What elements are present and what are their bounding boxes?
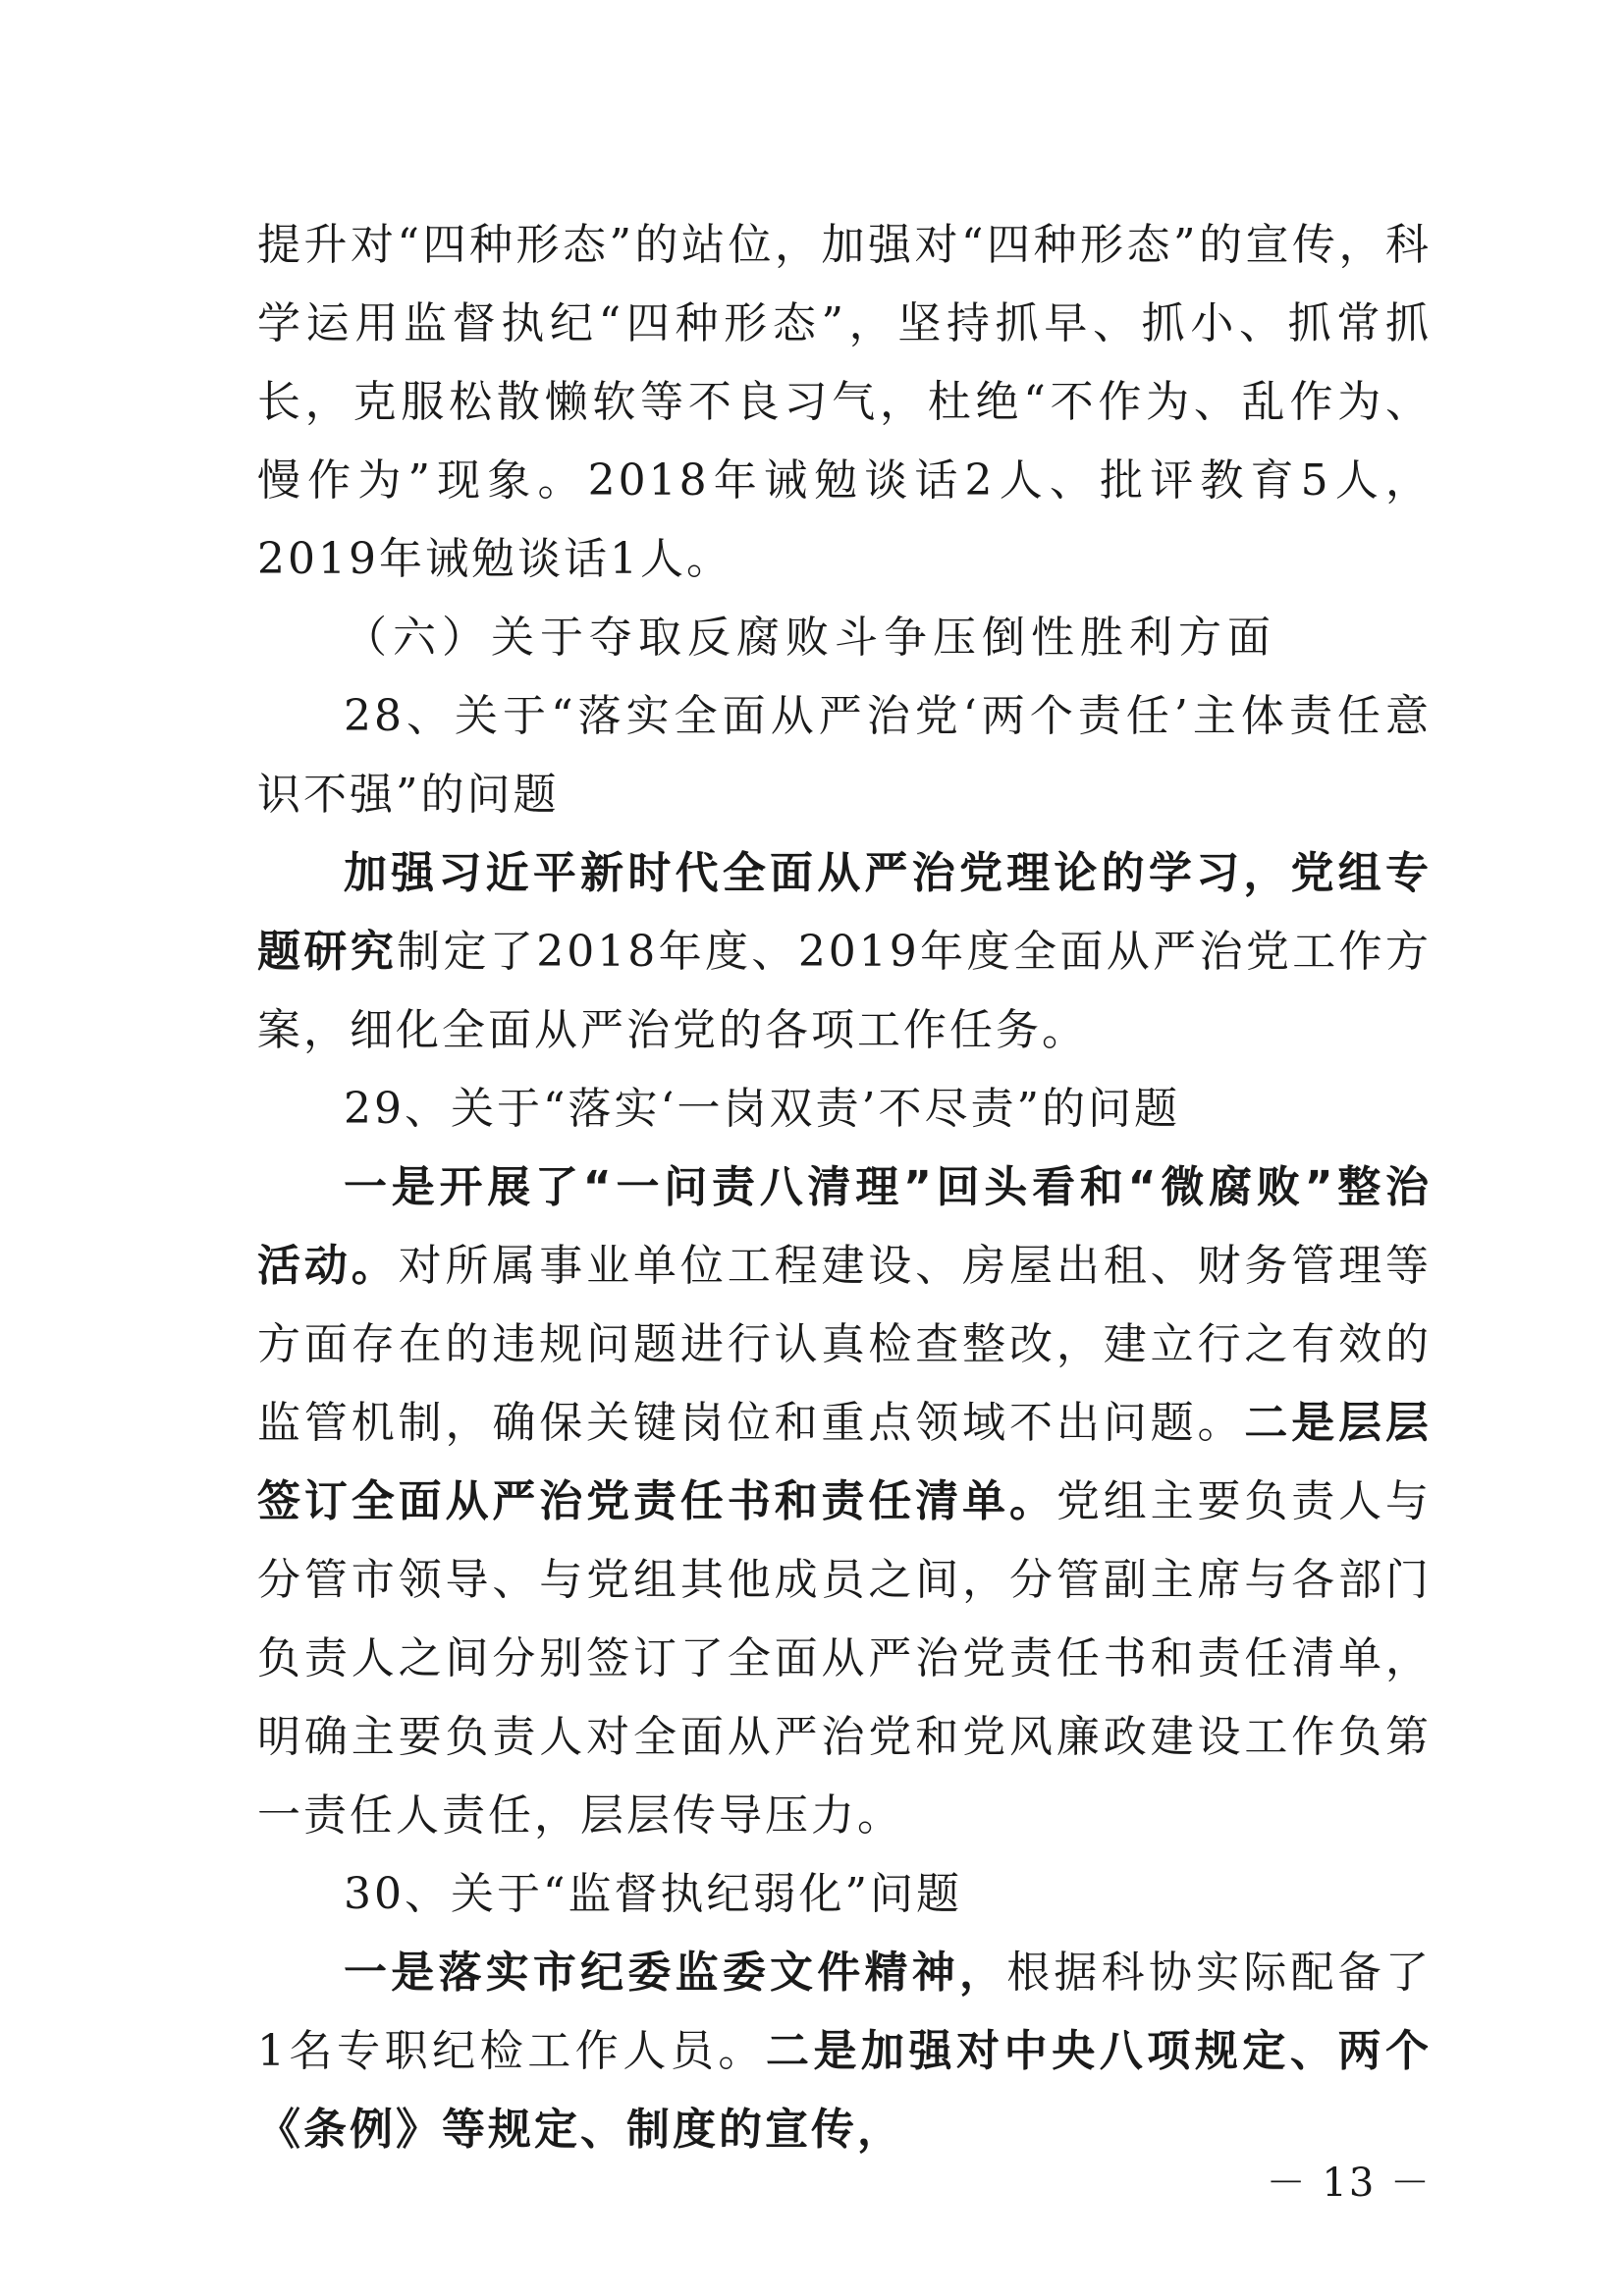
paragraph: [257, 834, 1432, 1070]
item-heading-text: 30、关于“监督执纪弱化”问题: [344, 1869, 962, 1919]
paragraph: [257, 1934, 1432, 2169]
paragraph-text: 制定了2018年度、2019年度全面从严治党工作方案，细化全面从严治党的各项工作任务。: [257, 927, 1433, 1055]
bold-lead-text: 二是加强对中央八项规定、两个《条例》等规定、制度的宣传，: [257, 2026, 1432, 2155]
item-heading: [257, 1855, 1432, 1934]
bold-lead-text: 一是落实市纪委监委文件精神，: [344, 1948, 1007, 1998]
paragraph: [257, 1148, 1432, 1855]
section-heading-text: （六）关于夺取反腐败斗争压倒性胜利方面: [344, 613, 1276, 663]
document-body: [257, 206, 1432, 2169]
paragraph-text: 党组主要负责人与分管市领导、与党组其他成员之间，分管副主席与各部门负责人之间分别签订了全面从严治党责任书和责任清单，明确主要负责人对全面从严治党和党风廉政建设工作负第一责任人责任，层层传导压力。: [257, 1476, 1432, 1841]
bold-lead-text: 二是层层签订全面从严治党责任书和责任清单。: [257, 1398, 1432, 1526]
paragraph-text: 提升对“四种形态”的站位，加强对“四种形态”的宣传，科学运用监督执纪“四种形态”，坚持抓早、抓小、抓常抓长，克服松散懒软等不良习气，杜绝“不作为、乱作为、慢作为”现象。2018年诫勉谈话2人、批评教育5人，2019年诫勉谈话1人。: [257, 220, 1432, 584]
item-heading: [257, 1070, 1432, 1148]
section-heading: [257, 599, 1432, 677]
paragraph-text: 对所属事业单位工程建设、房屋出租、财务管理等方面存在的违规问题进行认真检查整改，建立行之有效的监管机制，确保关键岗位和重点领域不出问题。: [257, 1241, 1432, 1448]
paragraph: [257, 206, 1432, 599]
bold-lead-text: 加强习近平新时代全面从严治党理论的学习，党组专题研究: [257, 848, 1432, 977]
item-heading-text: 28、关于“落实全面从严治党‘两个责任’主体责任意识不强”的问题: [257, 691, 1432, 820]
item-heading-text: 29、关于“落实‘一岗双责’不尽责”的问题: [344, 1084, 1180, 1134]
item-heading: [257, 677, 1432, 834]
bold-lead-text: 一是开展了“一问责八清理”回头看和“微腐败”整治活动。: [257, 1162, 1432, 1291]
page-number: － 13 －: [1266, 2161, 1432, 2206]
paragraph-text: 根据科协实际配备了1名专职纪检工作人员。: [257, 1948, 1433, 2076]
